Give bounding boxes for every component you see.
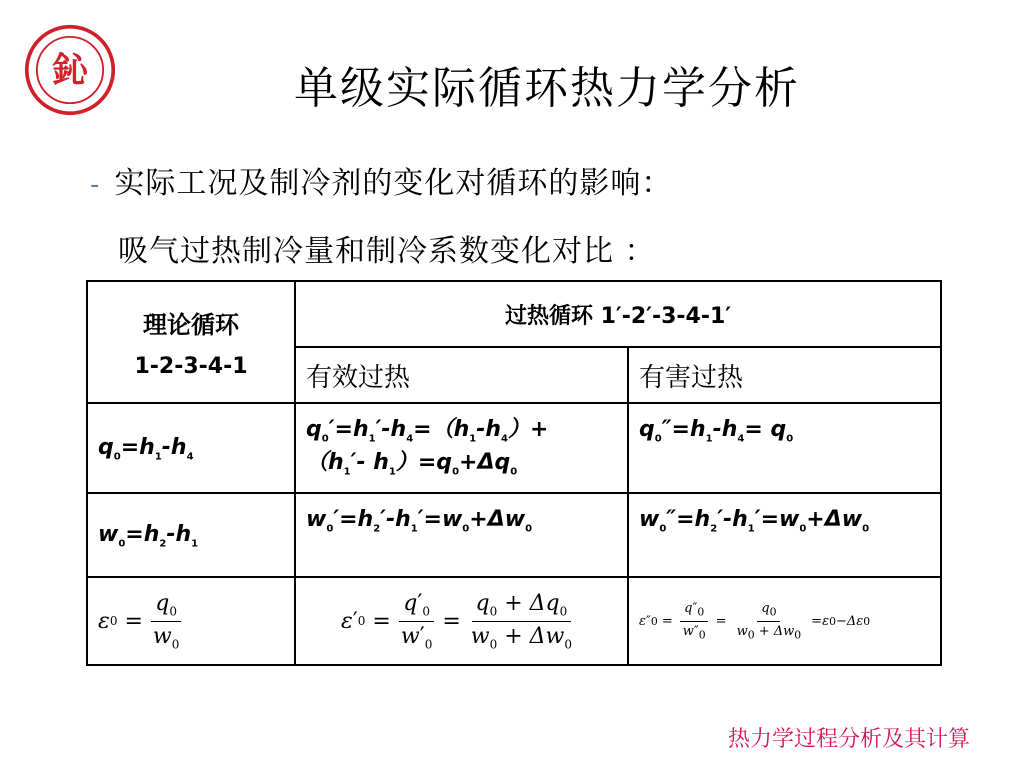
page-title: 单级实际循环热力学分析 bbox=[294, 63, 800, 114]
dash-icon: - bbox=[90, 170, 101, 200]
comparison-table bbox=[86, 280, 942, 666]
footer-caption: 热力学过程分析及其计算 bbox=[727, 727, 970, 752]
superheat-header: 过热循环 1′-2′-3-4-1′ bbox=[504, 303, 732, 329]
harmful-cop: ε ″ 0 = $\frac{q''_0}{w''_0}$ = $\frac{q_0}{w_0 + \Delta w_0}$ = ε 0 − Δε 0 bbox=[628, 577, 941, 665]
harmful-header: 有害过热 bbox=[628, 347, 941, 403]
effective-q0: $q_0'=h_1'-h_4=(h_1-h_4)+$ （$h_1'-$ $h_1)=q_0+\Delta q_0$ bbox=[295, 403, 628, 493]
harmful-q0: $q_0''=h_1-h_4= q_0$ bbox=[628, 403, 941, 493]
superheat-header-cell bbox=[295, 281, 941, 347]
harmful-w0: $w_0''=h_2'-h_1'=w_0+\Delta w_0$ bbox=[628, 493, 941, 577]
effective-header: 有效过热 bbox=[295, 347, 628, 403]
subtitle-line: 吸气过热制冷量和制冷系数变化对比 ： bbox=[118, 234, 656, 269]
svg-text:鈊: 鈊 bbox=[52, 49, 88, 91]
bullet-point bbox=[90, 158, 672, 202]
theory-sequence: 1-2-3-4-1 bbox=[134, 354, 248, 379]
theory-q0: $q_0=h_1-h_4$ bbox=[87, 403, 295, 493]
theory-header-cell bbox=[87, 281, 295, 403]
bullet-text: 实际工况及制冷剂的变化对循环的影响： bbox=[114, 166, 673, 201]
theory-header: 理论循环 bbox=[143, 310, 239, 339]
effective-cop: ε ′ 0 = $\frac{q'_0}{w'_0}$ = $\frac{q_0 + \Delta q_0}{w_0 + \Delta w_0}$ bbox=[295, 577, 628, 665]
effective-w0: $w_0'=h_2'-h_1'=w_0+\Delta w_0$ bbox=[295, 493, 628, 577]
theory-w0: $w_0=h_2-h_1$ bbox=[87, 493, 295, 577]
theory-cop: ε 0 = $\frac{q_0}{w_0}$ bbox=[87, 577, 295, 665]
